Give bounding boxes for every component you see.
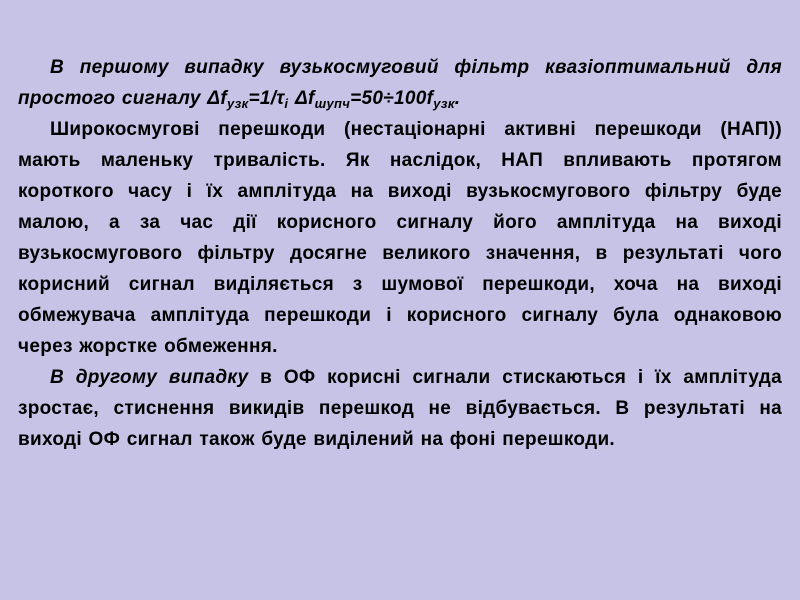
paragraph1-lead: В першому випадку вузькосмуговий фільтр квазіоптимальний для простого сигналу bbox=[18, 57, 782, 109]
delta-f-wide: Δf bbox=[294, 88, 315, 109]
paragraph-first-case bbox=[18, 52, 782, 114]
delta-f-narrow: Δf bbox=[207, 88, 227, 109]
paragraph-broadband-interference: Широкосмугові перешкоди (нестаціонарні активні перешкоди (НАП)) мають маленьку тривалість. Як наслідок, НАП впливають протягом короткого часу і їх амплітуда на виході вузькосмугового фільтру буде малою, а за час дії корисного сигналу його амплітуда на виході вузькосмугового фільтру досягне великого значення, в результаті чого корисний сигнал виділяється з шумової перешкоди, хоча на виході обмежувача амплітуда перешкоди і корисного сигналу була однаковою через жорстке обмеження. bbox=[18, 119, 782, 357]
delta-f-narrow-sub: узк bbox=[226, 96, 249, 111]
paragraph-second-case bbox=[18, 362, 782, 455]
f-narrow-sub: узк bbox=[433, 96, 455, 111]
paragraph3-text: в ОФ корисні сигнали стискаються і їх амплітуда зростає, стиснення викидів перешкод не відбувається. В результаті на виході ОФ сигнал також буде виділений на фоні перешкоди. bbox=[18, 367, 782, 450]
equals-one-over-tau: =1/τ bbox=[248, 88, 285, 109]
tau-sub: і bbox=[284, 96, 289, 111]
paragraph3-italic-lead: В другому випадку bbox=[50, 367, 249, 388]
delta-f-wide-sub: шупч bbox=[314, 96, 351, 111]
paragraph1-end: . bbox=[454, 88, 461, 109]
range-expression: =50÷100f bbox=[350, 88, 434, 109]
